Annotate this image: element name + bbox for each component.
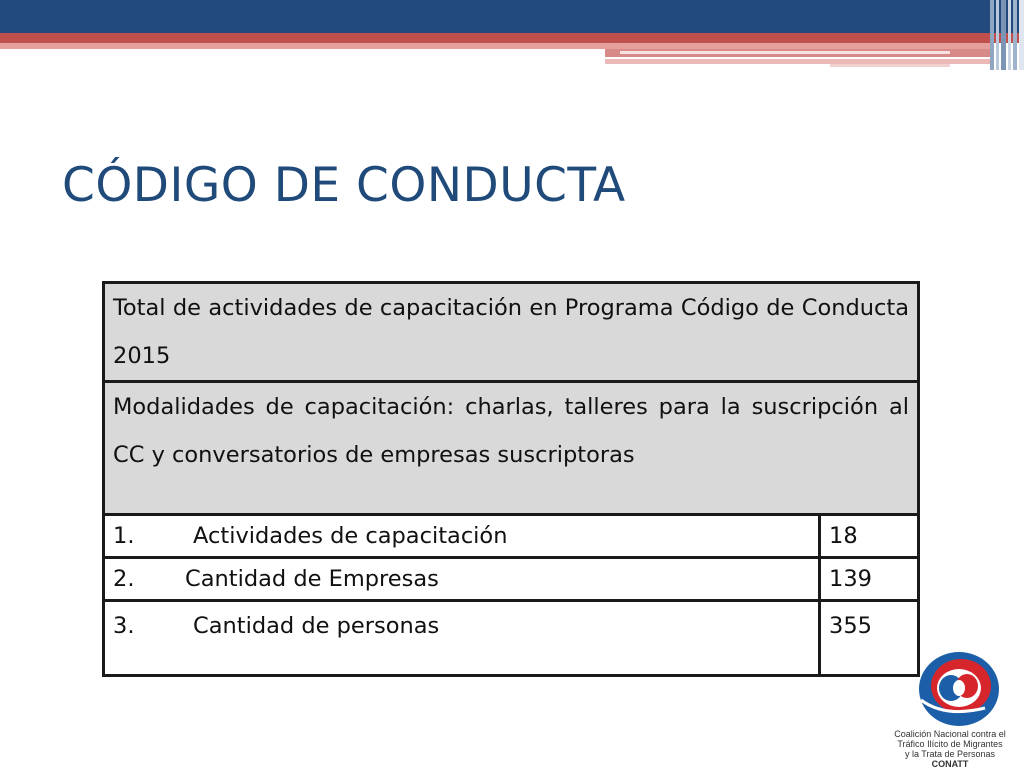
logo-line-2: Tráfico Ilícito de Migrantes bbox=[897, 739, 1003, 749]
logo-line-3: y la Trata de Personas bbox=[904, 749, 996, 759]
conatt-logo-icon bbox=[915, 648, 1003, 730]
logo-line-1: Coalición Nacional contra el bbox=[894, 729, 1006, 739]
row-label: Cantidad de personas bbox=[193, 613, 440, 639]
logo-acronym: CONATT bbox=[931, 759, 969, 769]
table-header-row bbox=[104, 283, 919, 382]
table-row bbox=[104, 601, 919, 676]
table-row bbox=[104, 515, 919, 558]
row-number: 3. bbox=[113, 613, 135, 639]
row-value: 139 bbox=[820, 558, 919, 601]
row-label: Cantidad de Empresas bbox=[185, 566, 439, 592]
row-label: Actividades de capacitación bbox=[193, 523, 508, 549]
header-band-blue bbox=[0, 0, 1024, 33]
row-label-cell bbox=[104, 601, 820, 676]
row-number: 1. bbox=[113, 523, 135, 549]
training-table bbox=[102, 281, 920, 677]
logo-caption bbox=[880, 729, 1020, 769]
page-title: CÓDIGO DE CONDUCTA bbox=[62, 158, 626, 213]
header-band-red bbox=[0, 33, 1024, 43]
header-right-stripes bbox=[990, 0, 1024, 70]
row-label-cell bbox=[104, 558, 820, 601]
row-label-cell bbox=[104, 515, 820, 558]
row-value: 18 bbox=[820, 515, 919, 558]
table-header-modalities: Modalidades de capacitación: charlas, talleres para la suscripción al CC y conversatorios de empresas suscriptoras bbox=[104, 382, 919, 515]
row-value: 355 bbox=[820, 601, 919, 676]
table-row bbox=[104, 558, 919, 601]
table-header-row bbox=[104, 382, 919, 515]
table-header-total: Total de actividades de capacitación en Programa Código de Conducta 2015 bbox=[104, 283, 919, 382]
row-number: 2. bbox=[113, 566, 135, 592]
header-band-highlight-short bbox=[830, 64, 950, 67]
header-band-highlight bbox=[620, 51, 950, 54]
